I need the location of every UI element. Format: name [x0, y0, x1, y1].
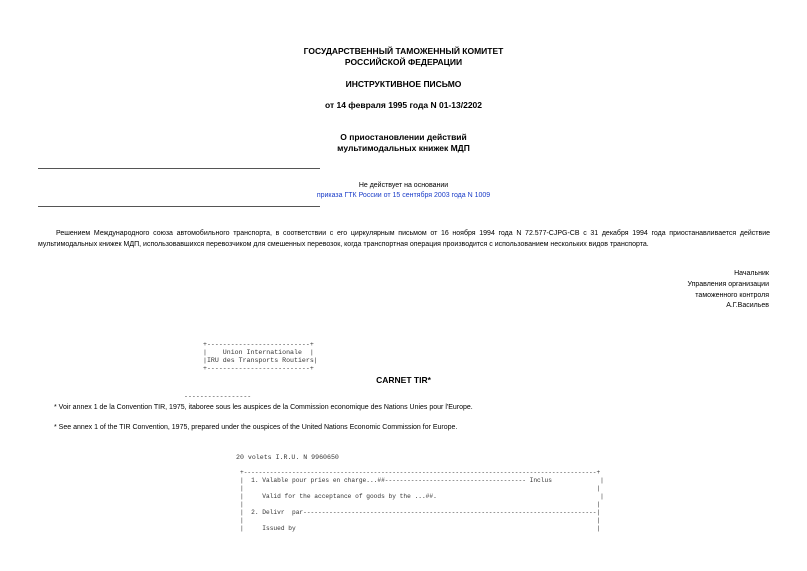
form-row-6: | | — [240, 517, 601, 524]
form-row-5: | 2. Delivr par-------------------------------------------------------------------------------| — [240, 509, 601, 516]
form-row-2: | | — [240, 485, 601, 492]
document-date-number: от 14 февраля 1995 года N 01-13/2202 — [324, 100, 482, 110]
iru-box-line1: | Union Internationale | — [203, 349, 314, 356]
divider-top — [38, 168, 320, 169]
body-paragraph: Решением Международного союза автомобильного транспорта, в соответствии с его циркулярным письмом от 16 ноября 1994 года N 72.577-CJPG-CB с 31 декабря 1994 года приостанавливается действие мультимодальных книжек МДП, использовавшихся перевозчиком для смешенных перевозок, когда транспортная операция производится с использованием нескольких видов транспорта. — [38, 230, 770, 248]
iru-box-bottom: +--------------------------+ — [203, 365, 314, 372]
form-row-1: | 1. Valable pour pries en charge...##-------------------------------------- Inclus | — [240, 477, 604, 484]
document-type: ИНСТРУКТИВНОЕ ПИСЬМО — [345, 79, 462, 89]
divider-bottom — [38, 206, 320, 207]
subject-line2: мультимодальных книжек МДП — [337, 143, 470, 153]
footnote-rule: ----------------- — [184, 393, 252, 400]
form-row-3: | Valid for the acceptance of goods by the ...##. | — [240, 493, 604, 500]
footnote-fr: * Voir annex 1 de la Convention TIR, 1975, itaboree sous les auspices de la Commission economique des Nations Unies pour l'Europe. — [54, 404, 473, 411]
form-row-7: | Issued by | — [240, 525, 601, 532]
status-note: Не действует на основании — [358, 182, 449, 189]
form-border-top: +-----------------------------------------------------------------------------------------------+ — [240, 469, 601, 476]
header-line2: РОССИЙСКОЙ ФЕДЕРАЦИИ — [344, 57, 463, 67]
carnet-title: CARNET TIR* — [376, 375, 431, 385]
status-link[interactable]: приказа ГТК России от 15 сентября 2003 года N 1009 — [316, 192, 491, 199]
signature-title: Начальник — [734, 270, 769, 277]
form-counter: 20 volets I.R.U. N 9960650 — [236, 454, 339, 461]
signature-department: Управления организации — [687, 281, 769, 288]
signature-department-2: таможенного контроля — [695, 292, 769, 299]
iru-box-top: +--------------------------+ — [203, 341, 314, 348]
signature-name: А.Г.Васильев — [726, 302, 769, 309]
form-row-4: | | — [240, 501, 601, 508]
header-line1: ГОСУДАРСТВЕННЫЙ ТАМОЖЕННЫЙ КОМИТЕТ — [303, 46, 504, 56]
footnote-en: * See annex 1 of the TIR Convention, 1975, prepared under the ouspices of the United Nations Economic Commission for Europe. — [54, 424, 458, 431]
subject-line1: О приостановлении действий — [340, 132, 467, 142]
iru-box-line2: |IRU des Transports Routiers| — [203, 357, 318, 364]
